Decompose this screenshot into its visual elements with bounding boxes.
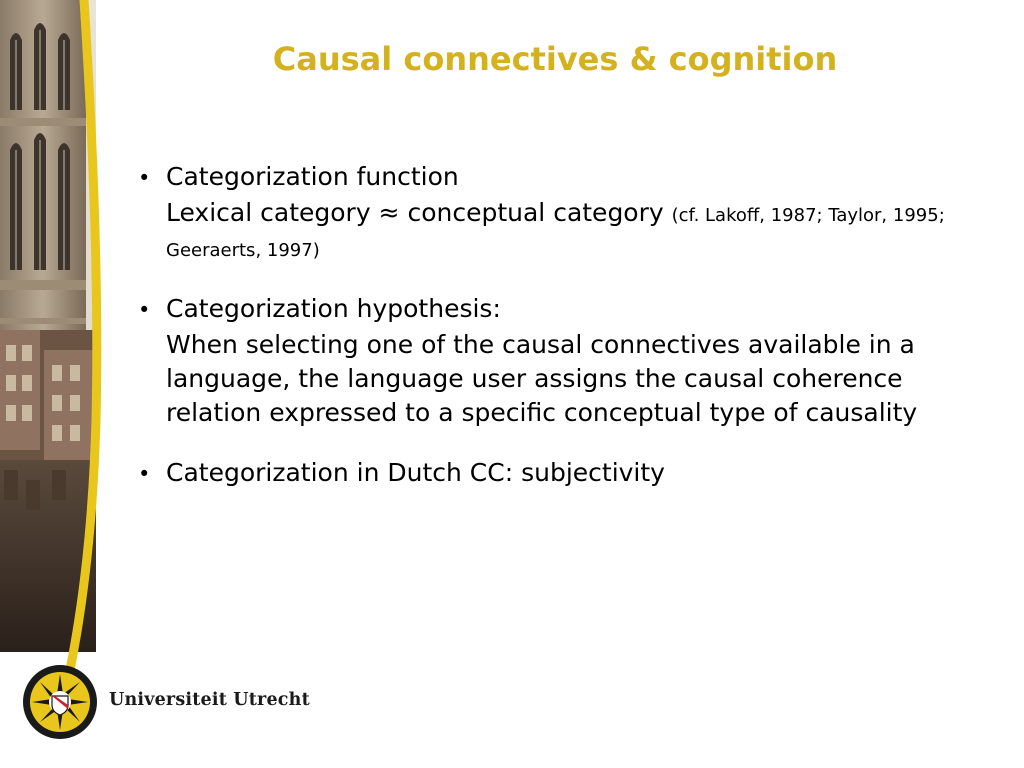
- citation-reference: (cf. Lakoff, 1987; Taylor, 1995; Geeraerts, 1997): [166, 205, 945, 261]
- utrecht-sun-seal-icon: [22, 664, 98, 740]
- bullet-item: [138, 292, 968, 430]
- bullet-glyph: •: [138, 166, 151, 190]
- bullet-item: [138, 160, 968, 266]
- subtext-main: Lexical category ≈ conceptual category: [166, 198, 672, 227]
- bullet-subtext: [166, 196, 968, 266]
- bullet-glyph: •: [138, 298, 151, 322]
- bullet-item: [138, 456, 968, 490]
- bullet-subtext: When selecting one of the causal connectives available in a language, the language user assigns the causal coherence relation expressed to a specific conceptual type of causality: [166, 330, 918, 427]
- slide-title: Causal connectives & cognition: [272, 40, 838, 78]
- bullet-heading: Categorization function: [166, 162, 459, 191]
- bullet-glyph: •: [138, 462, 151, 486]
- bullet-heading: Categorization in Dutch CC: subjectivity: [166, 458, 665, 487]
- slide-content: [138, 160, 968, 490]
- university-name: Universiteit Utrecht: [109, 690, 310, 710]
- accent-curve: [0, 0, 120, 768]
- bullet-heading: Categorization hypothesis:: [166, 294, 501, 323]
